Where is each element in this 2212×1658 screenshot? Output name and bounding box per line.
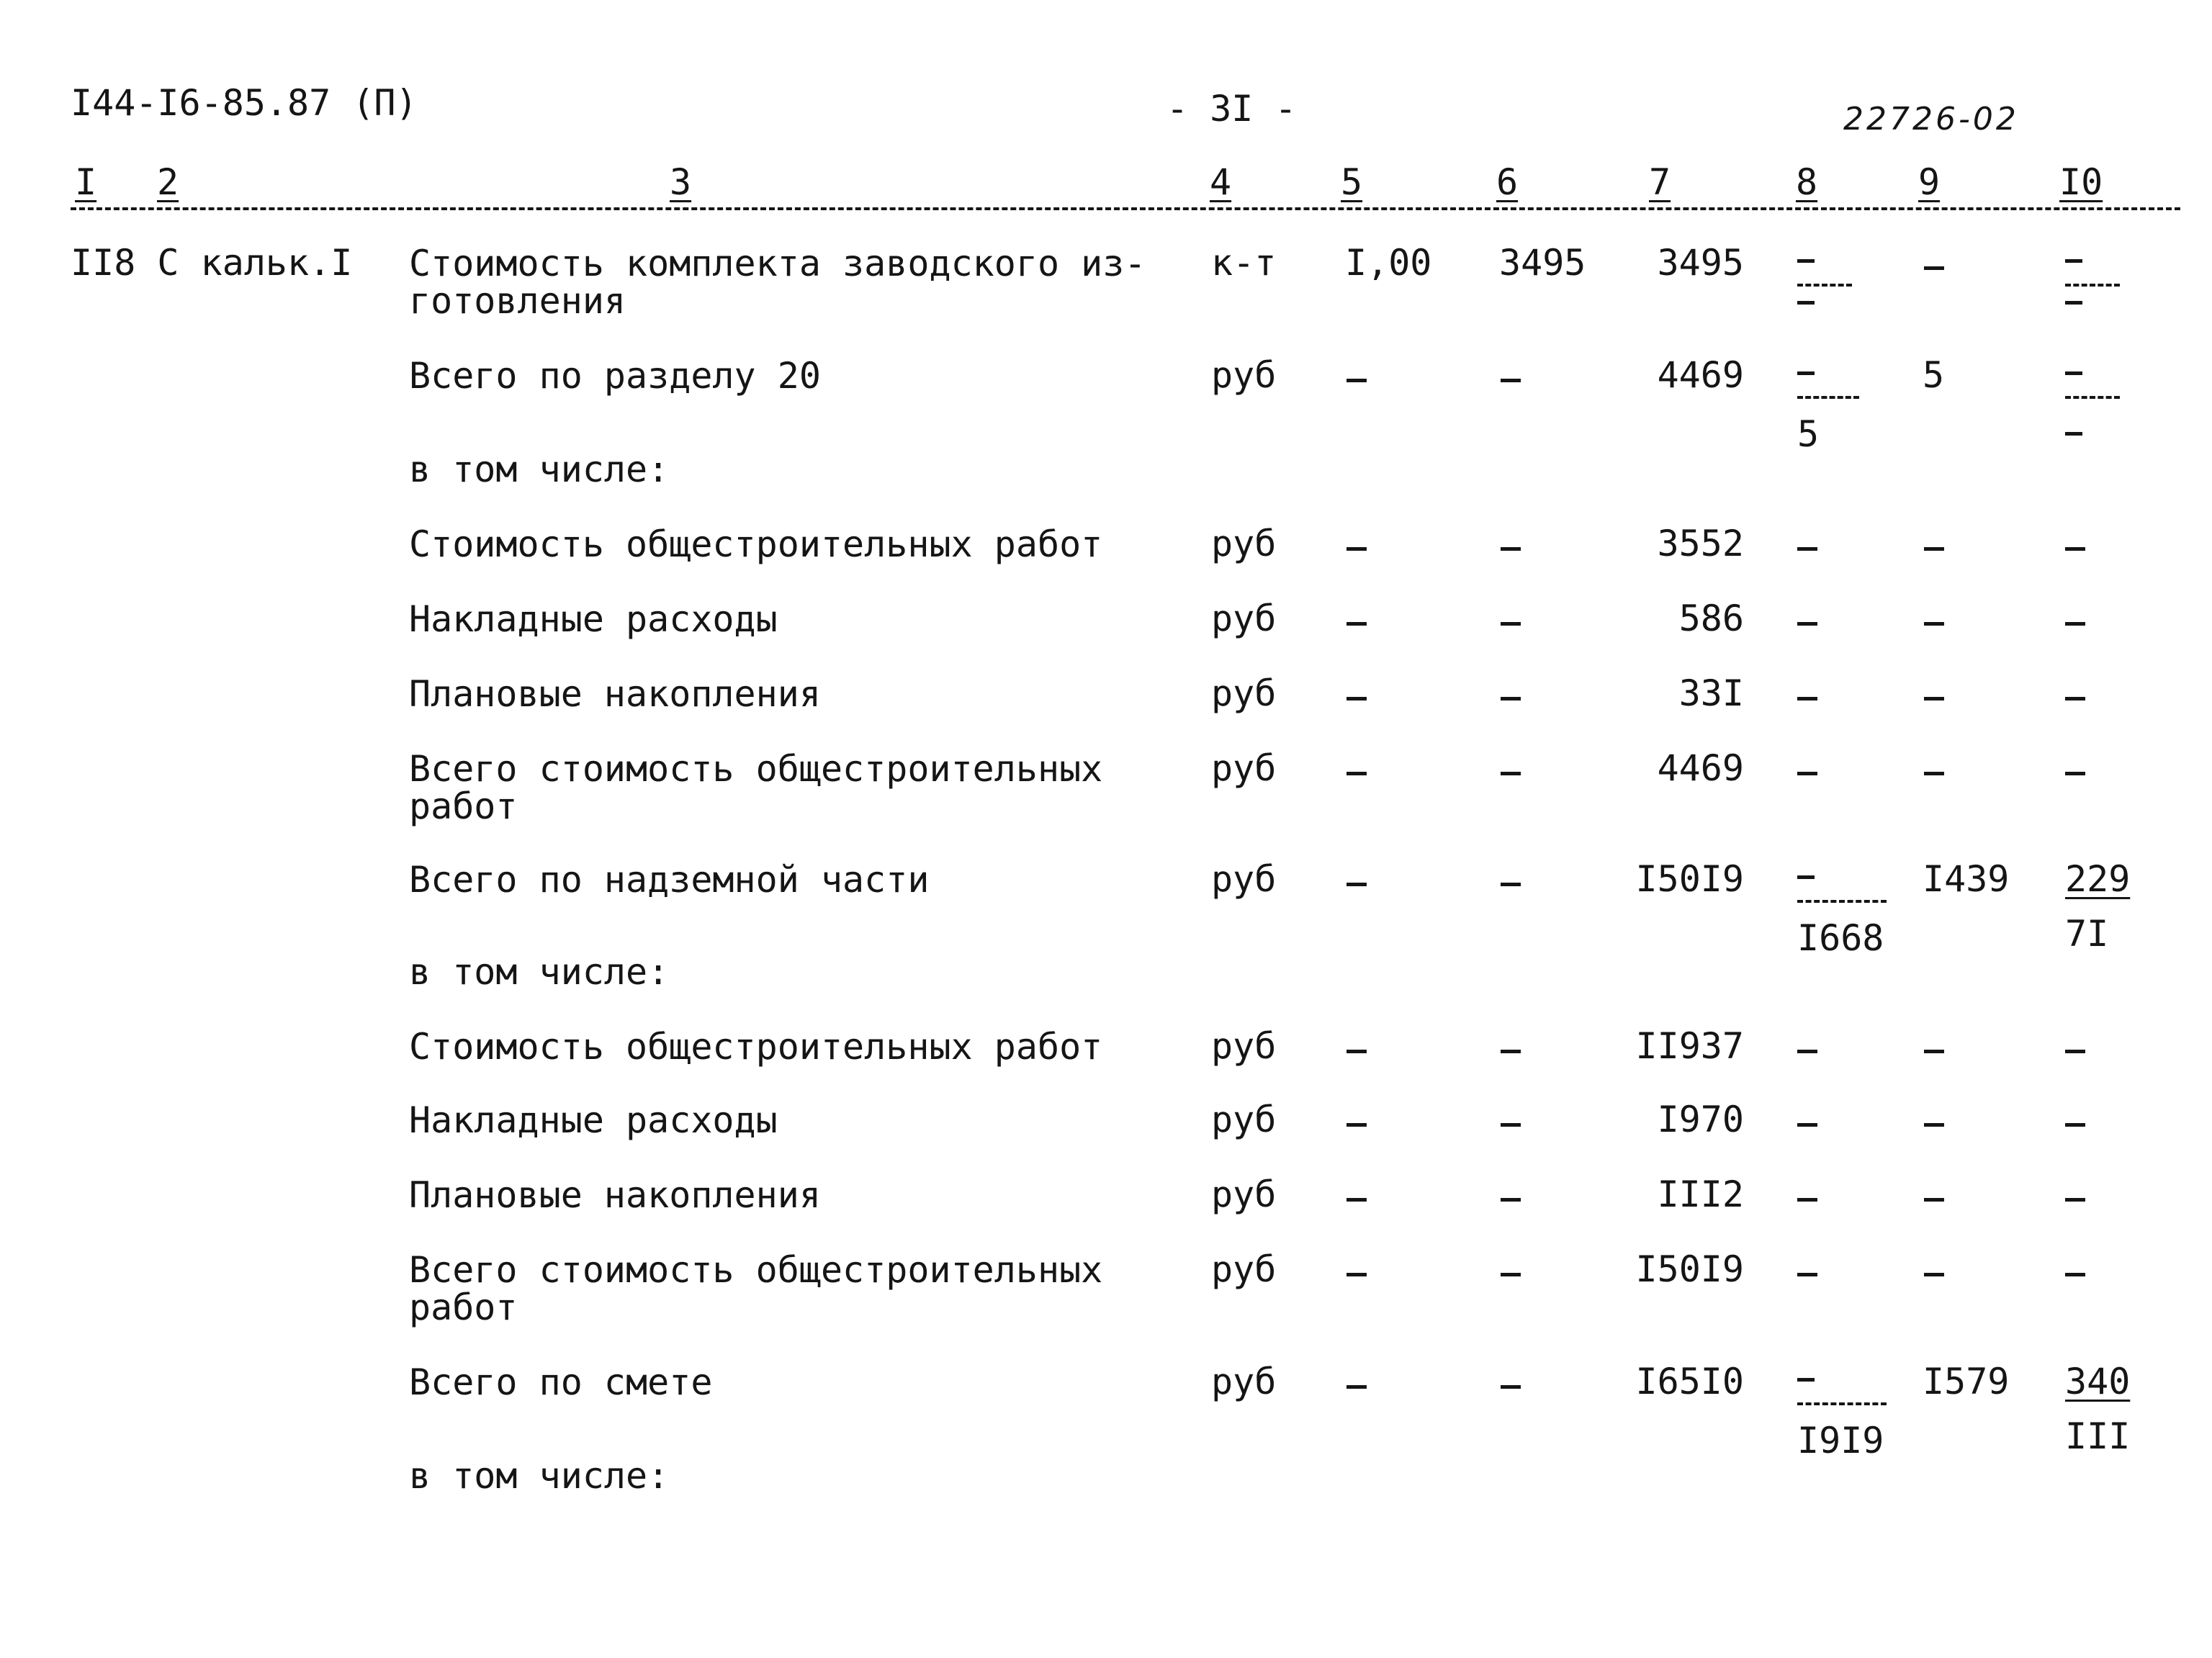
column-header-9: 9 <box>1918 161 1941 203</box>
row-col7: I65I0 <box>1635 1361 1744 1402</box>
row-description: Плановые накопления <box>409 1174 821 1216</box>
column-header-2: 2 <box>157 161 179 203</box>
row-col5-dash <box>1346 772 1367 775</box>
table-row <box>0 1101 2212 1145</box>
row-col8-dash <box>1797 697 1817 700</box>
row-col6-dash <box>1501 883 1521 886</box>
table-row <box>0 858 2212 959</box>
row-col6-dash <box>1501 1050 1521 1053</box>
row-col9-dash <box>1924 266 1944 270</box>
row-col10-dash <box>2065 772 2085 775</box>
row-col7: III2 <box>1657 1173 1744 1215</box>
row-col6-dash <box>1501 1123 1521 1127</box>
column-header-1: I <box>75 161 97 203</box>
row-col5-dash <box>1346 1123 1367 1127</box>
column-header-8: 8 <box>1796 161 1818 203</box>
column-header-3: 3 <box>670 161 692 203</box>
row-description: Всего по надземной части <box>409 859 930 901</box>
row-col5-dash <box>1346 697 1367 700</box>
row-col8-bottom: I668 <box>1797 917 1884 959</box>
row-col10-top: 229 <box>2065 858 2131 900</box>
table-row <box>0 672 2212 718</box>
row-description: Плановые накопления <box>409 673 821 715</box>
column-header-7: 7 <box>1649 161 1671 203</box>
document-code: I44-I6-85.87 (П) <box>71 82 418 124</box>
row-col9: 5 <box>1923 354 1945 396</box>
header-divider <box>71 207 2180 210</box>
row-col9-dash <box>1924 547 1944 551</box>
row-col8-dash <box>1797 772 1817 775</box>
row-unit: руб <box>1211 1361 1277 1402</box>
row-description: Стоимость общестроительных работ <box>409 1026 1103 1068</box>
row-col5-dash <box>1346 1050 1367 1053</box>
row-col8-dash <box>1797 1050 1817 1053</box>
row-col5-dash <box>1346 622 1367 626</box>
row-col9-dash <box>1924 1050 1944 1053</box>
row-col7: II937 <box>1635 1025 1744 1067</box>
row-col5: I,00 <box>1345 242 1432 284</box>
row-col9: I439 <box>1923 858 2010 900</box>
row-col8-bottom: 5 <box>1797 413 1820 455</box>
row-col9-dash <box>1924 1123 1944 1127</box>
row-unit: к-т <box>1211 242 1277 284</box>
row-unit: руб <box>1211 747 1277 789</box>
row-col5-dash <box>1346 547 1367 551</box>
row-col8-dash <box>1797 622 1817 626</box>
column-header-4: 4 <box>1210 161 1232 203</box>
row-col10-dash <box>2065 622 2085 626</box>
table-row <box>0 523 2212 569</box>
table-row <box>0 1173 2212 1220</box>
row-col10-dash <box>2065 1273 2085 1276</box>
row-col5-dash <box>1346 1273 1367 1276</box>
row-col9-dash <box>1924 697 1944 700</box>
row-col7: 3495 <box>1657 242 1744 284</box>
row-col6: 3495 <box>1499 242 1586 284</box>
row-col6-dash <box>1501 1385 1521 1389</box>
table-row <box>0 354 2212 455</box>
table-row <box>0 1361 2212 1461</box>
row-col10-bottom: III <box>2065 1415 2131 1457</box>
row-col10-dash <box>2065 547 2085 551</box>
row-col6-dash <box>1501 772 1521 775</box>
row-col6-dash <box>1501 622 1521 626</box>
row-col8-dash <box>1797 1273 1817 1276</box>
row-col7: 586 <box>1678 598 1744 639</box>
row-unit: руб <box>1211 858 1277 900</box>
row-col6-dash <box>1501 697 1521 700</box>
row-unit: руб <box>1211 523 1277 564</box>
document-number: 22726-02 <box>1843 101 2019 138</box>
table-row <box>0 242 2212 322</box>
row-unit: руб <box>1211 1099 1277 1140</box>
row-description: в том числе: <box>409 951 670 993</box>
row-col10-dash <box>2065 1123 2085 1127</box>
row-description: в том числе: <box>409 1455 670 1497</box>
row-col7: 33I <box>1678 672 1744 714</box>
row-unit: руб <box>1211 354 1277 396</box>
row-description: Всего по разделу 20 <box>409 355 821 397</box>
row-col9-dash <box>1924 772 1944 775</box>
row-col9-dash <box>1924 622 1944 626</box>
row-description: Стоимость общестроительных работ <box>409 523 1103 565</box>
row-col6-dash <box>1501 1273 1521 1276</box>
row-col5-dash <box>1346 379 1367 382</box>
table-row <box>0 953 2212 996</box>
row-col10-dash <box>2065 697 2085 700</box>
row-description: Стоимость комплекта заводского из- готовления <box>409 243 1146 322</box>
table-row <box>0 1025 2212 1071</box>
row-col6-dash <box>1501 379 1521 382</box>
row-col7: 4469 <box>1657 747 1744 789</box>
row-unit: руб <box>1211 1248 1277 1290</box>
row-col7: 4469 <box>1657 354 1744 396</box>
row-unit: руб <box>1211 672 1277 714</box>
row-col9-dash <box>1924 1273 1944 1276</box>
row-col8-dash <box>1797 547 1817 551</box>
page-number: - 3I - <box>1166 88 1297 130</box>
table-row <box>0 600 2212 644</box>
row-description: Накладные расходы <box>409 598 778 640</box>
row-col5-dash <box>1346 883 1367 886</box>
row-col7: I50I9 <box>1635 1248 1744 1290</box>
row-col7: I50I9 <box>1635 858 1744 900</box>
row-unit: руб <box>1211 1173 1277 1215</box>
row-unit: руб <box>1211 1025 1277 1067</box>
table-row <box>0 451 2212 494</box>
row-col10-top: 340 <box>2065 1361 2131 1402</box>
row-description: Накладные расходы <box>409 1099 778 1141</box>
table-row <box>0 1248 2212 1328</box>
row-col10-dash <box>2065 1050 2085 1053</box>
table-row <box>0 1457 2212 1500</box>
row-description: Всего стоимость общестроительных работ <box>409 748 1103 827</box>
row-col7: 3552 <box>1657 523 1744 564</box>
column-header-10: I0 <box>2059 161 2103 203</box>
row-col6-dash <box>1501 547 1521 551</box>
row-col8-dash <box>1797 1198 1817 1202</box>
row-unit: руб <box>1211 598 1277 639</box>
row-col10-bottom: 7I <box>2065 913 2109 955</box>
row-description: Всего стоимость общестроительных работ <box>409 1249 1103 1328</box>
row-description: Всего по смете <box>409 1361 713 1403</box>
row-col8-dash <box>1797 1123 1817 1127</box>
row-col5-dash <box>1346 1385 1367 1389</box>
row-col5-dash <box>1346 1198 1367 1202</box>
row-description: в том числе: <box>409 449 670 490</box>
column-header-6: 6 <box>1496 161 1519 203</box>
table-row <box>0 747 2212 827</box>
row-col10-dash <box>2065 1198 2085 1202</box>
column-header-5: 5 <box>1341 161 1363 203</box>
row-col9: I579 <box>1923 1361 2010 1402</box>
row-col9-dash <box>1924 1198 1944 1202</box>
row-col8-bottom: I9I9 <box>1797 1420 1884 1461</box>
row-code: II8 С кальк.I <box>71 242 353 284</box>
row-col7: I970 <box>1657 1099 1744 1140</box>
row-col6-dash <box>1501 1198 1521 1202</box>
